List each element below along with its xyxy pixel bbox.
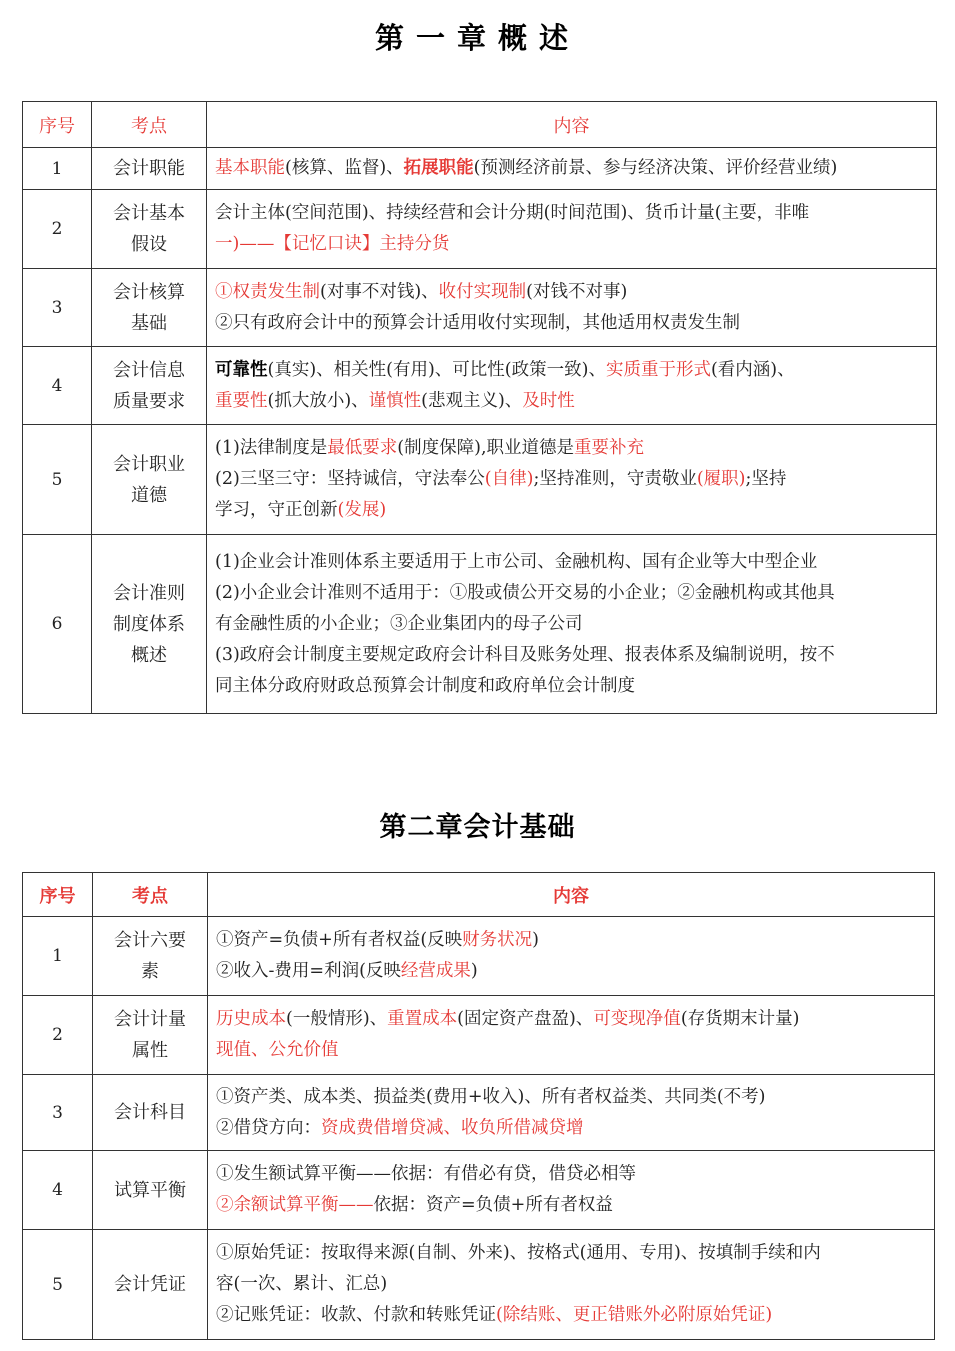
content-line: [216, 1238, 930, 1269]
content-line: [216, 1300, 930, 1331]
content-line: [215, 277, 932, 308]
highlighted-text: 谨慎性: [368, 390, 422, 411]
content-line: [215, 355, 932, 386]
content-line: [216, 1190, 930, 1221]
row-topic: [92, 269, 207, 347]
row-topic: [92, 148, 207, 190]
row-content: [207, 347, 937, 425]
content-text: ②借贷方向：: [216, 1117, 321, 1138]
content-line: [215, 229, 932, 260]
content-text: (核算、监督)、: [285, 158, 404, 178]
content-line: [216, 1035, 930, 1066]
content-line: [216, 956, 930, 987]
content-text: (3)政府会计制度主要规定政府会计科目及账务处理、报表体系及编制说明，按不: [215, 644, 835, 665]
row-content: [207, 535, 937, 714]
table-row: [23, 535, 937, 714]
content-text: ②收入-费用=利润(反映: [216, 961, 401, 981]
row-number: 4: [23, 1151, 93, 1230]
content-line: [216, 1004, 930, 1035]
content-line: [215, 495, 932, 526]
highlighted-text: (发展): [337, 500, 387, 520]
content-line: [215, 547, 932, 578]
highlighted-text: (履职): [696, 469, 746, 489]
content-text: ): [470, 961, 478, 981]
row-content: [207, 148, 937, 190]
table-row: [23, 425, 937, 535]
row-number: 5: [23, 425, 92, 535]
highlighted-text: ②余额试算平衡——: [216, 1195, 374, 1215]
header-point: 考点: [92, 102, 207, 148]
chapter2-table: [22, 872, 935, 1340]
content-line: [215, 308, 932, 339]
chapter1-table: [22, 101, 937, 714]
row-topic: [92, 347, 207, 425]
content-line: [215, 433, 932, 464]
topic-line: 会计职能: [113, 158, 185, 179]
topic-line: 质量要求: [113, 390, 185, 412]
topic-line: 会计凭证: [114, 1274, 186, 1295]
content-text: ①资产类、成本类、损益类(费用+收入)、所有者权益类、共同类(不考): [216, 1086, 766, 1107]
table-row: [23, 996, 935, 1075]
content-line: [216, 1113, 930, 1144]
topic-line: 制度体系: [113, 613, 185, 635]
content-text: ①资产=负债+所有者权益(反映: [216, 930, 463, 950]
content-text: (制度保障),职业道德是: [397, 438, 575, 458]
table-row: [23, 1075, 935, 1151]
topic-line: 基础: [131, 312, 167, 334]
highlighted-text: 及时性: [522, 390, 575, 411]
row-topic: [93, 1230, 208, 1340]
highlighted-text: 重要补充: [574, 438, 645, 458]
highlighted-text: 历史成本: [216, 1009, 286, 1029]
row-content: [208, 996, 935, 1075]
header-content: 内容: [207, 102, 937, 148]
row-number: 2: [23, 996, 93, 1075]
topic-line: 会计职业: [113, 453, 185, 475]
row-number: 5: [23, 1230, 93, 1340]
topic-line: 假设: [131, 234, 167, 255]
table-row: [23, 190, 937, 269]
highlighted-text: 实质重于形式: [605, 359, 711, 380]
highlighted-text: 资成费借增贷减、收负所借减贷增: [321, 1117, 584, 1138]
topic-line: 道德: [131, 484, 167, 506]
content-text: 学习，守正创新: [215, 500, 338, 520]
row-number: 1: [23, 148, 92, 190]
content-text: ;坚持: [745, 469, 787, 489]
row-content: [208, 1075, 935, 1151]
header-seq: 序号: [23, 873, 93, 917]
row-topic: [92, 535, 207, 714]
content-line: [215, 464, 932, 495]
content-line: [216, 925, 930, 956]
row-topic: [93, 917, 208, 996]
content-text: 会计主体(空间范围)、持续经营和会计分期(时间范围)、货币计量(主要，非唯: [215, 203, 810, 223]
topic-line: 属性: [132, 1040, 168, 1061]
topic-line: 会计准则: [113, 582, 185, 604]
header-point: 考点: [93, 873, 208, 917]
header-content: 内容: [208, 873, 935, 917]
topic-line: 会计计量: [114, 1009, 186, 1030]
table-row: [23, 347, 937, 425]
row-number: 3: [23, 1075, 93, 1151]
highlighted-text: 重置成本: [387, 1009, 458, 1029]
content-line: [215, 671, 932, 702]
table-row: [23, 917, 935, 996]
highlighted-text: 财务状况: [462, 930, 533, 950]
content-text: (存货期末计量): [680, 1009, 800, 1029]
highlighted-text: 重要性: [215, 390, 268, 411]
content-line: [215, 609, 932, 640]
content-text: ②记账凭证：收款、付款和转账凭证: [216, 1305, 496, 1325]
highlighted-text: 收付实现制: [438, 281, 527, 302]
row-number: 1: [23, 917, 93, 996]
row-content: [207, 190, 937, 269]
highlighted-text: 现值、公允价值: [216, 1040, 339, 1060]
content-text: (对钱不对事): [526, 281, 628, 302]
content-text: 有金融性质的小企业；③企业集团内的母子公司: [215, 613, 583, 634]
content-line: [215, 386, 932, 417]
content-text: ①发生额试算平衡——依据：有借必有贷，借贷必相等: [216, 1164, 636, 1184]
content-text: (1)企业会计准则体系主要适用于上市公司、金融机构、国有企业等大中型企业: [215, 551, 818, 572]
row-topic: [92, 425, 207, 535]
content-text: (悲观主义)、: [421, 390, 523, 411]
row-content: [208, 1230, 935, 1340]
content-text: ②只有政府会计中的预算会计适用收付实现制，其他适用权责发生制: [215, 312, 740, 333]
row-number: 3: [23, 269, 92, 347]
table-row: [23, 148, 937, 190]
topic-line: 试算平衡: [114, 1179, 186, 1201]
content-line: [216, 1082, 930, 1113]
content-line: [215, 578, 932, 609]
chapter1-title: 第一章概述: [374, 21, 580, 55]
content-text: (一般情形)、: [286, 1009, 388, 1029]
content-text: (2)三坚三守：坚持诚信，守法奉公: [215, 469, 485, 489]
row-topic: [93, 1075, 208, 1151]
content-line: [216, 1159, 930, 1190]
highlighted-text: 经营成果: [400, 961, 471, 981]
content-text: (2)小企业会计准则不适用于：①股或债公开交易的小企业；②金融机构或其他具: [215, 582, 835, 603]
highlighted-text: 一)——【记忆口诀】主持分货: [215, 234, 450, 254]
highlighted-text: ①权责发生制: [215, 281, 320, 302]
content-text: (对事不对钱)、: [320, 281, 439, 302]
topic-line: 会计六要: [114, 930, 186, 951]
content-text: 容(一次、累计、汇总): [216, 1274, 388, 1294]
content-line: [215, 640, 932, 671]
content-text: (真实)、相关性(有用)、可比性(政策一致)、: [267, 359, 606, 380]
chapter2-title: 第二章会计基础: [379, 812, 576, 843]
row-content: [207, 425, 937, 535]
row-topic: [92, 190, 207, 269]
content-line: [216, 1269, 930, 1300]
highlighted-text: 可靠性: [215, 359, 268, 380]
content-text: (1)法律制度是: [215, 438, 328, 458]
table-row: [23, 269, 937, 347]
highlighted-text: 拓展职能: [403, 158, 474, 178]
content-text: ①原始凭证：按取得来源(自制、外来)、按格式(通用、专用)、按填制手续和内: [216, 1243, 821, 1263]
row-content: [208, 1151, 935, 1230]
content-text: 依据：资产=负债+所有者权益: [373, 1195, 613, 1215]
highlighted-text: 基本职能: [215, 158, 285, 178]
topic-line: 素: [141, 961, 159, 982]
table-row: [23, 1151, 935, 1230]
row-number: 4: [23, 347, 92, 425]
topic-line: 会计核算: [113, 281, 185, 303]
row-content: [208, 917, 935, 996]
highlighted-text: 可变现净值: [593, 1009, 681, 1029]
row-number: 6: [23, 535, 92, 714]
content-text: (固定资产盘盈)、: [457, 1009, 594, 1029]
content-line: [215, 153, 932, 184]
highlighted-text: (除结账、更正错账外必附原始凭证): [496, 1305, 773, 1325]
table-row: [23, 1230, 935, 1340]
topic-line: 会计科目: [114, 1102, 186, 1123]
content-text: ;坚持准则，守责敬业: [533, 469, 697, 489]
content-text: ): [532, 930, 539, 950]
topic-line: 会计信息: [113, 359, 185, 381]
header-seq: 序号: [23, 102, 92, 148]
content-text: (预测经济前景、参与经济决策、评价经营业绩): [473, 158, 838, 178]
content-text: (看内涵)、: [710, 359, 795, 380]
row-topic: [93, 1151, 208, 1230]
content-line: [215, 198, 932, 229]
row-content: [207, 269, 937, 347]
highlighted-text: 最低要求: [327, 438, 398, 458]
row-topic: [93, 996, 208, 1075]
topic-line: 会计基本: [113, 203, 185, 224]
content-text: 同主体分政府财政总预算会计制度和政府单位会计制度: [215, 675, 635, 696]
row-number: 2: [23, 190, 92, 269]
content-text: (抓大放小)、: [267, 390, 369, 411]
highlighted-text: (自律): [484, 469, 534, 489]
topic-line: 概述: [131, 644, 167, 666]
